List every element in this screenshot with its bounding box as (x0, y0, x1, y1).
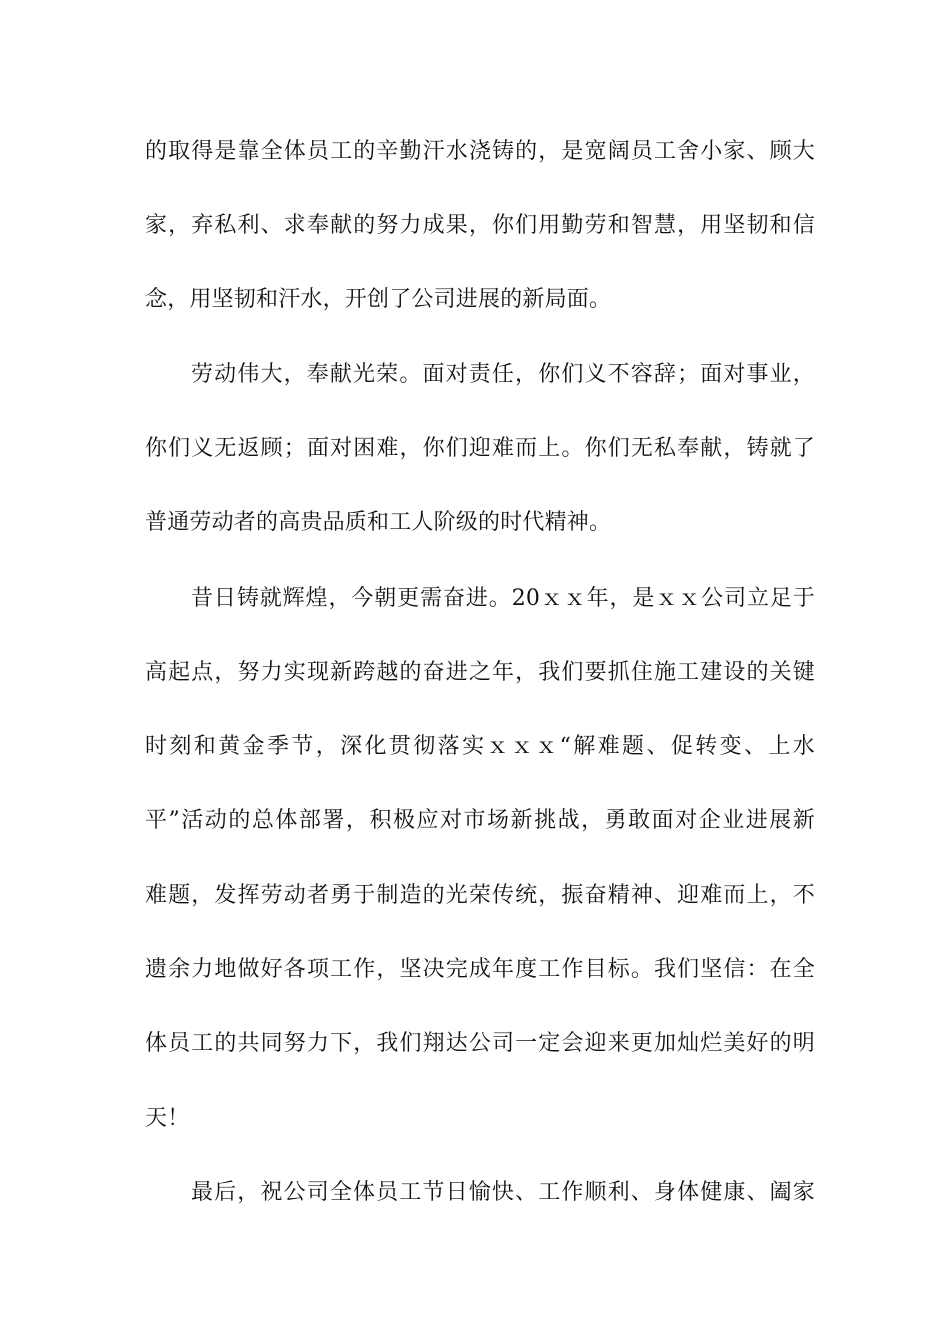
paragraph-3-line-4: 平”活动的总体部署，积极应对市场新挑战，勇敢面对企业进展新 (145, 808, 815, 833)
paragraph-3-line-8: 天！ (145, 1106, 190, 1131)
paragraph-2-line-1: 劳动伟大，奉献光荣。面对责任，你们义不容辞；面对事业， (191, 362, 815, 387)
paragraph-3-line-1: 昔日铸就辉煌，今朝更需奋进。20ｘｘ年，是ｘｘ公司立足于 (191, 586, 815, 611)
paragraph-3-line-2: 高起点，努力实现新跨越的奋进之年，我们要抓住施工建设的关键 (145, 660, 815, 685)
paragraph-3-line-6: 遗余力地做好各项工作，坚决完成年度工作目标。我们坚信：在全 (145, 957, 815, 982)
paragraph-2-line-3: 普通劳动者的高贵品质和工人阶级的时代精神。 (145, 510, 612, 535)
paragraph-3-line-3: 时刻和黄金季节，深化贯彻落实ｘｘｘ“解难题、促转变、上水 (145, 734, 815, 759)
paragraph-4-line-1: 最后，祝公司全体员工节日愉快、工作顺利、身体健康、阖家 (191, 1180, 815, 1205)
paragraph-1-line-3: 念，用坚韧和汗水，开创了公司进展的新局面。 (145, 287, 612, 312)
paragraph-3-line-7: 体员工的共同努力下，我们翔达公司一定会迎来更加灿烂美好的明 (145, 1031, 815, 1056)
paragraph-3-line-5: 难题，发挥劳动者勇于制造的光荣传统，振奋精神、迎难而上，不 (145, 883, 815, 908)
paragraph-2-line-2: 你们义无返顾；面对困难，你们迎难而上。你们无私奉献，铸就了 (145, 436, 815, 461)
paragraph-1-line-2: 家，弃私利、求奉献的努力成果，你们用勤劳和智慧，用坚韧和信 (145, 213, 815, 238)
paragraph-1-line-1: 的取得是靠全体员工的辛勤汗水浇铸的，是宽阔员工舍小家、顾大 (145, 139, 815, 164)
